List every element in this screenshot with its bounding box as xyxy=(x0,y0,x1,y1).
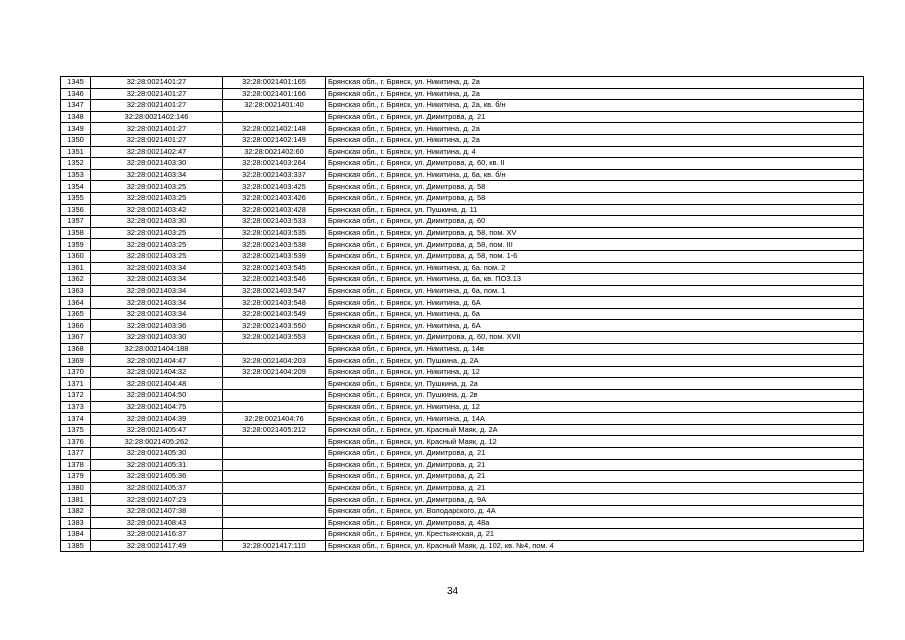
address-cell: Брянская обл., г. Брянск, ул. Димитрова, д. 21 xyxy=(326,482,864,494)
object-cadastral-number-cell xyxy=(223,401,326,413)
object-cadastral-number-cell: 32:28:0021403:425 xyxy=(223,181,326,193)
address-cell: Брянская обл., г. Брянск, ул. Димитрова, д. 21 xyxy=(326,111,864,123)
object-cadastral-number-cell xyxy=(223,378,326,390)
table-row xyxy=(61,216,864,228)
cadastral-number-cell: 32:28:0021407:38 xyxy=(91,505,223,517)
address-cell: Брянская обл., г. Брянск, ул. Пушкина, д. 2А xyxy=(326,355,864,367)
cadastral-number-cell: 32:28:0021403:30 xyxy=(91,216,223,228)
cadastral-number-cell: 32:28:0021403:25 xyxy=(91,239,223,251)
object-cadastral-number-cell: 32:28:0021402:149 xyxy=(223,134,326,146)
object-cadastral-number-cell: 32:28:0021401:40 xyxy=(223,100,326,112)
row-number-cell: 1375 xyxy=(61,424,91,436)
object-cadastral-number-cell: 32:28:0021403:548 xyxy=(223,297,326,309)
object-cadastral-number-cell: 32:28:0021403:538 xyxy=(223,239,326,251)
address-cell: Брянская обл., г. Брянск, ул. Никитина, д. 6а, кв. ПОЗ.13 xyxy=(326,274,864,286)
cadastral-number-cell: 32:28:0021404:32 xyxy=(91,366,223,378)
cadastral-number-cell: 32:28:0021403:25 xyxy=(91,181,223,193)
cadastral-number-cell: 32:28:0021403:34 xyxy=(91,274,223,286)
table-row xyxy=(61,320,864,332)
object-cadastral-number-cell xyxy=(223,436,326,448)
cadastral-number-cell: 32:28:0021403:34 xyxy=(91,297,223,309)
row-number-cell: 1346 xyxy=(61,88,91,100)
table-row xyxy=(61,459,864,471)
object-cadastral-number-cell: 32:28:0021403:549 xyxy=(223,308,326,320)
cadastral-number-cell: 32:28:0021403:30 xyxy=(91,332,223,344)
address-cell: Брянская обл., г. Брянск, ул. Красный Маяк, д. 12 xyxy=(326,436,864,448)
object-cadastral-number-cell: 32:28:0021403:553 xyxy=(223,332,326,344)
table-row xyxy=(61,494,864,506)
row-number-cell: 1363 xyxy=(61,285,91,297)
cadastral-number-cell: 32:28:0021404:47 xyxy=(91,355,223,367)
row-number-cell: 1360 xyxy=(61,250,91,262)
cadastral-number-cell: 32:28:0021416:37 xyxy=(91,529,223,541)
row-number-cell: 1356 xyxy=(61,204,91,216)
row-number-cell: 1352 xyxy=(61,158,91,170)
object-cadastral-number-cell: 32:28:0021404:209 xyxy=(223,366,326,378)
cadastral-number-cell: 32:28:0021403:25 xyxy=(91,250,223,262)
table-row xyxy=(61,158,864,170)
object-cadastral-number-cell: 32:28:0021403:545 xyxy=(223,262,326,274)
row-number-cell: 1369 xyxy=(61,355,91,367)
table-row xyxy=(61,297,864,309)
address-cell: Брянская обл., г. Брянск, ул. Никитина, д. 2а xyxy=(326,88,864,100)
row-number-cell: 1347 xyxy=(61,100,91,112)
cadastral-number-cell: 32:28:0021403:34 xyxy=(91,308,223,320)
object-cadastral-number-cell: 32:28:0021403:550 xyxy=(223,320,326,332)
row-number-cell: 1376 xyxy=(61,436,91,448)
row-number-cell: 1364 xyxy=(61,297,91,309)
row-number-cell: 1381 xyxy=(61,494,91,506)
table-row xyxy=(61,390,864,402)
address-cell: Брянская обл., г. Брянск, ул. Никитина, д. 2а xyxy=(326,123,864,135)
table-row xyxy=(61,274,864,286)
address-cell: Брянская обл., г. Брянск, ул. Никитина, д. 2а xyxy=(326,77,864,89)
row-number-cell: 1345 xyxy=(61,77,91,89)
table-row xyxy=(61,424,864,436)
object-cadastral-number-cell: 32:28:0021403:546 xyxy=(223,274,326,286)
cadastral-number-cell: 32:28:0021403:25 xyxy=(91,192,223,204)
row-number-cell: 1366 xyxy=(61,320,91,332)
address-cell: Брянская обл., г. Брянск, ул. Никитина, д. 12 xyxy=(326,366,864,378)
object-cadastral-number-cell: 32:28:0021401:165 xyxy=(223,77,326,89)
address-cell: Брянская обл., г. Брянск, ул. Никитина, д. 4 xyxy=(326,146,864,158)
row-number-cell: 1384 xyxy=(61,529,91,541)
table-row xyxy=(61,192,864,204)
row-number-cell: 1359 xyxy=(61,239,91,251)
cadastral-number-cell: 32:28:0021405:37 xyxy=(91,482,223,494)
table-row xyxy=(61,262,864,274)
row-number-cell: 1353 xyxy=(61,169,91,181)
object-cadastral-number-cell xyxy=(223,111,326,123)
table-row xyxy=(61,239,864,251)
table-row xyxy=(61,401,864,413)
address-cell: Брянская обл., г. Брянск, ул. Никитина, д. 14в xyxy=(326,343,864,355)
row-number-cell: 1373 xyxy=(61,401,91,413)
address-cell: Брянская обл., г. Брянск, ул. Димитрова, д. 58 xyxy=(326,192,864,204)
cadastral-number-cell: 32:28:0021417:49 xyxy=(91,540,223,552)
table-row xyxy=(61,169,864,181)
object-cadastral-number-cell: 32:28:0021403:539 xyxy=(223,250,326,262)
cadastral-number-cell: 32:28:0021404:75 xyxy=(91,401,223,413)
cadastral-number-cell: 32:28:0021401:27 xyxy=(91,134,223,146)
object-cadastral-number-cell xyxy=(223,448,326,460)
object-cadastral-number-cell: 32:28:0021403:428 xyxy=(223,204,326,216)
table-row xyxy=(61,540,864,552)
table-row xyxy=(61,88,864,100)
object-cadastral-number-cell: 32:28:0021405:212 xyxy=(223,424,326,436)
table-row xyxy=(61,181,864,193)
table-row xyxy=(61,134,864,146)
object-cadastral-number-cell: 32:28:0021403:264 xyxy=(223,158,326,170)
cadastral-number-cell: 32:28:0021402:146 xyxy=(91,111,223,123)
row-number-cell: 1350 xyxy=(61,134,91,146)
object-cadastral-number-cell: 32:28:0021401:166 xyxy=(223,88,326,100)
table-row xyxy=(61,250,864,262)
address-cell: Брянская обл., г. Брянск, ул. Крестьянская, д. 21 xyxy=(326,529,864,541)
row-number-cell: 1367 xyxy=(61,332,91,344)
object-cadastral-number-cell: 32:28:0021404:203 xyxy=(223,355,326,367)
cadastral-number-cell: 32:28:0021401:27 xyxy=(91,88,223,100)
address-cell: Брянская обл., г. Брянск, ул. Никитина, д. 6А xyxy=(326,297,864,309)
object-cadastral-number-cell xyxy=(223,459,326,471)
cadastral-number-cell: 32:28:0021408:43 xyxy=(91,517,223,529)
address-cell: Брянская обл., г. Брянск, ул. Димитрова, д. 58, пом. XV xyxy=(326,227,864,239)
address-cell: Брянская обл., г. Брянск, ул. Володарского, д. 4А xyxy=(326,505,864,517)
object-cadastral-number-cell: 32:28:0021403:426 xyxy=(223,192,326,204)
cadastral-number-cell: 32:28:0021405:30 xyxy=(91,448,223,460)
object-cadastral-number-cell: 32:28:0021403:547 xyxy=(223,285,326,297)
row-number-cell: 1361 xyxy=(61,262,91,274)
row-number-cell: 1379 xyxy=(61,471,91,483)
address-cell: Брянская обл., г. Брянск, ул. Красный Маяк, д. 102, кв. №4, пом. 4 xyxy=(326,540,864,552)
table-row xyxy=(61,111,864,123)
row-number-cell: 1371 xyxy=(61,378,91,390)
row-number-cell: 1374 xyxy=(61,413,91,425)
cadastral-number-cell: 32:28:0021404:39 xyxy=(91,413,223,425)
cadastral-number-cell: 32:28:0021403:36 xyxy=(91,320,223,332)
table-row xyxy=(61,100,864,112)
row-number-cell: 1370 xyxy=(61,366,91,378)
object-cadastral-number-cell: 32:28:0021402:60 xyxy=(223,146,326,158)
table-row xyxy=(61,285,864,297)
cadastral-table xyxy=(60,76,864,552)
row-number-cell: 1382 xyxy=(61,505,91,517)
cadastral-number-cell: 32:28:0021403:34 xyxy=(91,169,223,181)
cadastral-number-cell: 32:28:0021403:30 xyxy=(91,158,223,170)
table-row xyxy=(61,436,864,448)
row-number-cell: 1349 xyxy=(61,123,91,135)
table-row xyxy=(61,378,864,390)
object-cadastral-number-cell: 32:28:0021403:337 xyxy=(223,169,326,181)
address-cell: Брянская обл., г. Брянск, ул. Димитрова, д. 21 xyxy=(326,459,864,471)
object-cadastral-number-cell xyxy=(223,482,326,494)
cadastral-number-cell: 32:28:0021404:48 xyxy=(91,378,223,390)
table-row xyxy=(61,505,864,517)
cadastral-number-cell: 32:28:0021403:34 xyxy=(91,262,223,274)
cadastral-number-cell: 32:28:0021403:42 xyxy=(91,204,223,216)
address-cell: Брянская обл., г. Брянск, ул. Красный Маяк, д. 2А xyxy=(326,424,864,436)
table-row xyxy=(61,308,864,320)
object-cadastral-number-cell xyxy=(223,505,326,517)
address-cell: Брянская обл., г. Брянск, ул. Пушкина, д. 2в xyxy=(326,390,864,402)
address-cell: Брянская обл., г. Брянск, ул. Димитрова, д. 58, пом. III xyxy=(326,239,864,251)
row-number-cell: 1380 xyxy=(61,482,91,494)
row-number-cell: 1368 xyxy=(61,343,91,355)
address-cell: Брянская обл., г. Брянск, ул. Димитрова, д. 58 xyxy=(326,181,864,193)
row-number-cell: 1351 xyxy=(61,146,91,158)
cadastral-number-cell: 32:28:0021401:27 xyxy=(91,77,223,89)
object-cadastral-number-cell: 32:28:0021403:533 xyxy=(223,216,326,228)
address-cell: Брянская обл., г. Брянск, ул. Димитрова, д. 21 xyxy=(326,448,864,460)
row-number-cell: 1362 xyxy=(61,274,91,286)
object-cadastral-number-cell xyxy=(223,343,326,355)
cadastral-number-cell: 32:28:0021405:47 xyxy=(91,424,223,436)
row-number-cell: 1354 xyxy=(61,181,91,193)
cadastral-number-cell: 32:28:0021405:262 xyxy=(91,436,223,448)
row-number-cell: 1377 xyxy=(61,448,91,460)
address-cell: Брянская обл., г. Брянск, ул. Димитрова, д. 9А xyxy=(326,494,864,506)
row-number-cell: 1348 xyxy=(61,111,91,123)
address-cell: Брянская обл., г. Брянск, ул. Никитина, д. 6а, кв. б/н xyxy=(326,169,864,181)
cadastral-number-cell: 32:28:0021403:34 xyxy=(91,285,223,297)
table-row xyxy=(61,413,864,425)
cadastral-number-cell: 32:28:0021402:47 xyxy=(91,146,223,158)
address-cell: Брянская обл., г. Брянск, ул. Димитрова, д. 58, пом. 1-6 xyxy=(326,250,864,262)
row-number-cell: 1357 xyxy=(61,216,91,228)
object-cadastral-number-cell: 32:28:0021403:535 xyxy=(223,227,326,239)
address-cell: Брянская обл., г. Брянск, ул. Димитрова, д. 48а xyxy=(326,517,864,529)
row-number-cell: 1358 xyxy=(61,227,91,239)
address-cell: Брянская обл., г. Брянск, ул. Никитина, д. 12 xyxy=(326,401,864,413)
table-row xyxy=(61,517,864,529)
cadastral-number-cell: 32:28:0021401:27 xyxy=(91,123,223,135)
table-row xyxy=(61,355,864,367)
row-number-cell: 1385 xyxy=(61,540,91,552)
row-number-cell: 1355 xyxy=(61,192,91,204)
table-row xyxy=(61,366,864,378)
address-cell: Брянская обл., г. Брянск, ул. Никитина, д. 2а xyxy=(326,134,864,146)
address-cell: Брянская обл., г. Брянск, ул. Димитрова, д. 60, кв. II xyxy=(326,158,864,170)
address-cell: Брянская обл., г. Брянск, ул. Димитрова, д. 60 xyxy=(326,216,864,228)
cadastral-number-cell: 32:28:0021401:27 xyxy=(91,100,223,112)
table-row xyxy=(61,529,864,541)
object-cadastral-number-cell xyxy=(223,517,326,529)
address-cell: Брянская обл., г. Брянск, ул. Никитина, д. 2а, кв. б/н xyxy=(326,100,864,112)
row-number-cell: 1378 xyxy=(61,459,91,471)
table-row xyxy=(61,204,864,216)
object-cadastral-number-cell: 32:28:0021404:76 xyxy=(223,413,326,425)
address-cell: Брянская обл., г. Брянск, ул. Никитина, д. 14А xyxy=(326,413,864,425)
cadastral-number-cell: 32:28:0021407:23 xyxy=(91,494,223,506)
table-row xyxy=(61,482,864,494)
object-cadastral-number-cell xyxy=(223,494,326,506)
table-row xyxy=(61,471,864,483)
object-cadastral-number-cell xyxy=(223,390,326,402)
table-row xyxy=(61,146,864,158)
cadastral-number-cell: 32:28:0021404:188 xyxy=(91,343,223,355)
address-cell: Брянская обл., г. Брянск, ул. Димитрова, д. 21 xyxy=(326,471,864,483)
table-row xyxy=(61,227,864,239)
address-cell: Брянская обл., г. Брянск, ул. Никитина, д. 6а, пом. 1 xyxy=(326,285,864,297)
table-row xyxy=(61,332,864,344)
address-cell: Брянская обл., г. Брянск, ул. Никитина, д. 6а. пом. 2 xyxy=(326,262,864,274)
cadastral-table-body xyxy=(61,77,864,552)
table-row xyxy=(61,343,864,355)
cadastral-number-cell: 32:28:0021404:50 xyxy=(91,390,223,402)
table-row xyxy=(61,123,864,135)
address-cell: Брянская обл., г. Брянск, ул. Димитрова, д. 60, пом. XVII xyxy=(326,332,864,344)
cadastral-number-cell: 32:28:0021405:36 xyxy=(91,471,223,483)
address-cell: Брянская обл., г. Брянск, ул. Пушкина, д. 2а xyxy=(326,378,864,390)
address-cell: Брянская обл., г. Брянск, ул. Пушкина, д. 11 xyxy=(326,204,864,216)
address-cell: Брянская обл., г. Брянск, ул. Никитина, д. 6а xyxy=(326,308,864,320)
page-number: 34 xyxy=(446,586,459,597)
object-cadastral-number-cell xyxy=(223,471,326,483)
cadastral-number-cell: 32:28:0021403:25 xyxy=(91,227,223,239)
row-number-cell: 1365 xyxy=(61,308,91,320)
object-cadastral-number-cell: 32:28:0021417:110 xyxy=(223,540,326,552)
row-number-cell: 1372 xyxy=(61,390,91,402)
object-cadastral-number-cell xyxy=(223,529,326,541)
row-number-cell: 1383 xyxy=(61,517,91,529)
table-row xyxy=(61,448,864,460)
object-cadastral-number-cell: 32:28:0021402:148 xyxy=(223,123,326,135)
table-row xyxy=(61,77,864,89)
cadastral-number-cell: 32:28:0021405:31 xyxy=(91,459,223,471)
address-cell: Брянская обл., г. Брянск, ул. Никитина, д. 6А xyxy=(326,320,864,332)
